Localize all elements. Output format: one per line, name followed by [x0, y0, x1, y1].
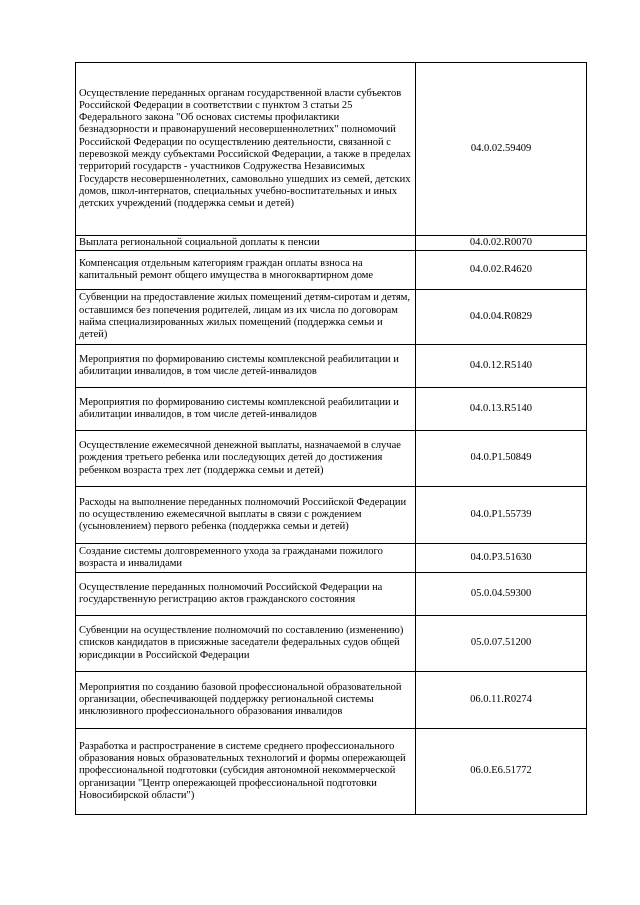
expense-name: Субвенции на предоставление жилых помещений детям-сиротам и детям, оставшимся без попечения родителей, лицам из их числа по договорам найма специализированных жилых помещений (поддержка семьи и детей)	[76, 290, 416, 345]
target-code: 04.0.02.59409	[416, 63, 587, 236]
budget-classification-table	[75, 62, 587, 815]
target-code: 04.0.13.R5140	[416, 388, 587, 431]
target-code: 05.0.04.59300	[416, 573, 587, 616]
table-row	[76, 672, 587, 729]
target-code: 04.0.04.R0829	[416, 290, 587, 345]
target-code: 04.0.P3.51630	[416, 544, 587, 573]
expense-name: Расходы на выполнение переданных полномочий Российской Федерации по осуществлению ежемесячной выплаты в связи с рождением (усыновлением) первого ребенка (поддержка семьи и детей)	[76, 487, 416, 544]
target-code: 06.0.E6.51772	[416, 729, 587, 815]
target-code: 04.0.P1.55739	[416, 487, 587, 544]
target-code: 04.0.12.R5140	[416, 345, 587, 388]
table-row	[76, 729, 587, 815]
expense-name: Мероприятия по созданию базовой профессиональной образовательной организации, обеспечивающей поддержку региональной системы инклюзивного профессионального образования инвалидов	[76, 672, 416, 729]
table-row	[76, 544, 587, 573]
table-row	[76, 63, 587, 236]
table-row	[76, 251, 587, 290]
table-row	[76, 487, 587, 544]
expense-name: Компенсация отдельным категориям граждан оплаты взноса на капитальный ремонт общего имущества в многоквартирном доме	[76, 251, 416, 290]
expense-name: Разработка и распространение в системе среднего профессионального образования новых образовательных технологий и формы опережающей профессиональной подготовки (субсидия автономной некоммерческой организации "Центр опережающей профессиональной подготовки Новосибирской области")	[76, 729, 416, 815]
expense-name: Осуществление переданных полномочий Российской Федерации на государственную регистрацию актов гражданского состояния	[76, 573, 416, 616]
table-row	[76, 345, 587, 388]
table-row	[76, 573, 587, 616]
table-row	[76, 290, 587, 345]
table-row	[76, 431, 587, 487]
target-code: 04.0.02.R4620	[416, 251, 587, 290]
expense-name: Мероприятия по формированию системы комплексной реабилитации и абилитации инвалидов, в том числе детей-инвалидов	[76, 388, 416, 431]
expense-name: Осуществление ежемесячной денежной выплаты, назначаемой в случае рождения третьего ребенка или последующих детей до достижения ребенком возраста трех лет (поддержка семьи и детей)	[76, 431, 416, 487]
expense-name: Субвенции на осуществление полномочий по составлению (изменению) списков кандидатов в присяжные заседатели федеральных судов общей юрисдикции в Российской Федерации	[76, 616, 416, 672]
table-row	[76, 236, 587, 251]
table-row	[76, 616, 587, 672]
target-code: 05.0.07.51200	[416, 616, 587, 672]
target-code: 04.0.P1.50849	[416, 431, 587, 487]
expense-name: Осуществление переданных органам государственной власти субъектов Российской Федерации в соответствии с пунктом 3 статьи 25 Федерального закона "Об основах системы профилактики безнадзорности и правонарушений несовершеннолетних" полномочий Российской Федерации по осуществлению деятельности, связанной с перевозкой между субъектами Российской Федерации, а также в пределах территорий государств - участников Содружества Независимых Государств несовершеннолетних, самовольно ушедших из семей, детских домов, школ-интернатов, специальных учебно-воспитательных и иных детских учреждений (поддержка семьи и детей)	[76, 63, 416, 236]
table-row	[76, 388, 587, 431]
expense-name: Создание системы долговременного ухода за гражданами пожилого возраста и инвалидами	[76, 544, 416, 573]
target-code: 06.0.11.R0274	[416, 672, 587, 729]
expense-name: Мероприятия по формированию системы комплексной реабилитации и абилитации инвалидов, в том числе детей-инвалидов	[76, 345, 416, 388]
target-code: 04.0.02.R0070	[416, 236, 587, 251]
expense-name: Выплата региональной социальной доплаты к пенсии	[76, 236, 416, 251]
